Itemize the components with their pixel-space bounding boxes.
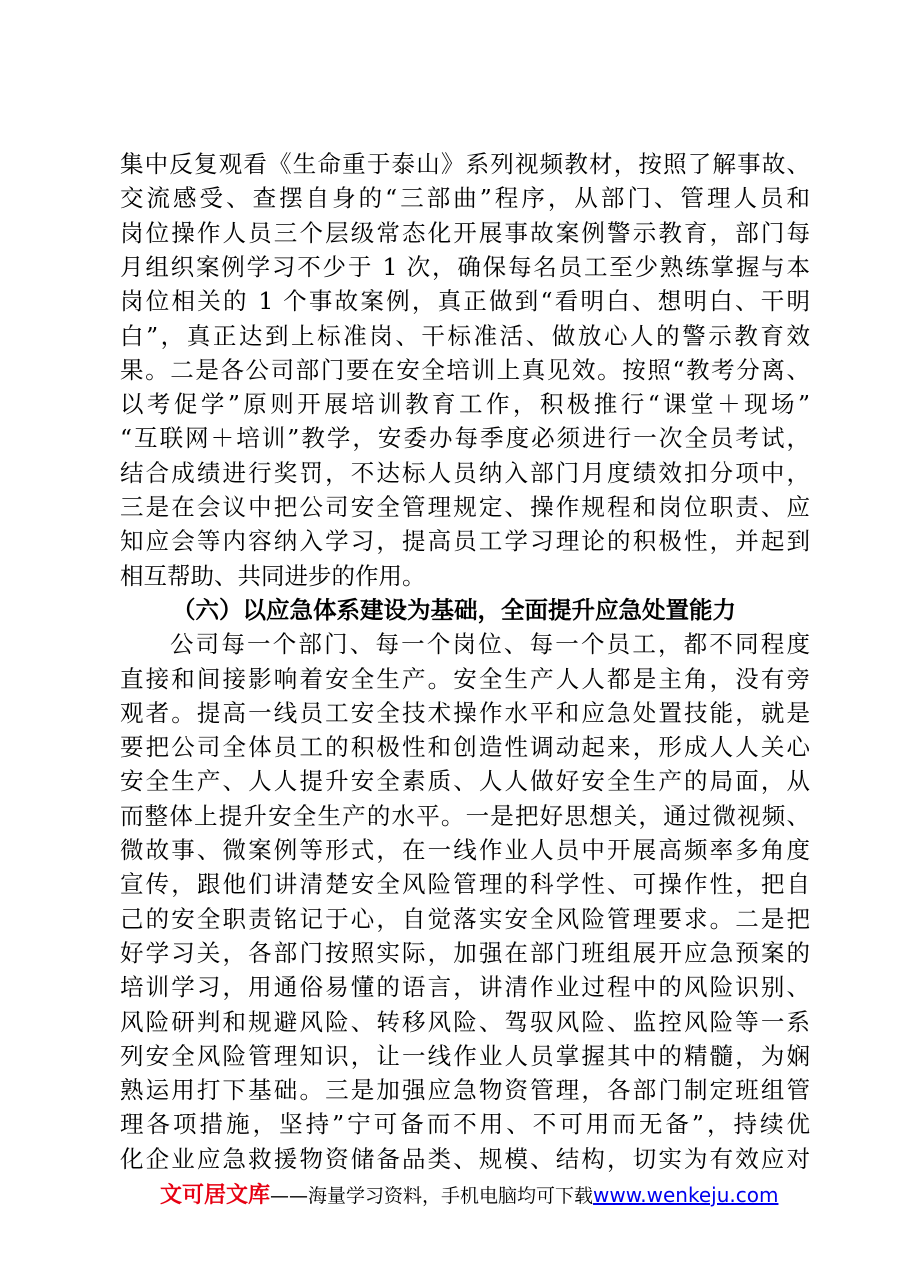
body-line: 白”，真正达到上标准岗、干标准活、做放心人的警示教育效 [120,321,810,350]
body-line: 要把公司全体员工的积极性和创造性调动起来，形成人人关心 [120,733,810,762]
body-line: 岗位操作人员三个层级常态化开展事故案例警示教育，部门每 [120,218,810,247]
body-line: 以考促学”原则开展培训教育工作，积极推行“课堂＋现场” [120,390,810,419]
body-line: 集中反复观看《生命重于泰山》系列视频教材，按照了解事故、 [120,150,810,178]
body-line: 观者。提高一线员工安全技术操作水平和应急处置技能，就是 [120,698,810,727]
body-line: 培训学习，用通俗易懂的语言，讲清作业过程中的风险识别、 [120,973,810,1002]
body-line: 知应会等内容纳入学习，提高员工学习理论的积极性，并起到 [120,527,810,556]
body-line: “互联网＋培训”教学，安委办每季度必须进行一次全员考试， [120,424,810,453]
body-line: 微故事、微案例等形式，在一线作业人员中开展高频率多角度 [120,836,810,864]
section-heading: （六）以应急体系建设为基础，全面提升应急处置能力 [172,595,736,624]
body-line: 公司每一个部门、每一个岗位、每一个员工，都不同程度 [170,630,810,659]
body-line: 岗位相关的 1 个事故案例，真正做到“看明白、想明白、干明 [120,287,810,316]
footer-link[interactable]: www.wenkeju.com [593,1183,779,1207]
footer-banner [160,1180,778,1210]
body-line: 好学习关，各部门按照实际，加强在部门班组展开应急预案的 [120,938,810,967]
body-line: 列安全风险管理知识，让一线作业人员掌握其中的精髓，为娴 [120,1041,810,1070]
body-line: 直接和间接影响着安全生产。安全生产人人都是主角，没有旁 [120,664,810,693]
body-line: 安全生产、人人提升安全素质、人人做好安全生产的局面，从 [120,767,810,796]
body-line: 熟运用打下基础。三是加强应急物资管理，各部门制定班组管 [120,1076,810,1105]
body-line: 理各项措施，坚持”宁可备而不用、不可用而无备”，持续优 [120,1110,810,1139]
body-line: 己的安全职责铭记于心，自觉落实安全风险管理要求。二是把 [120,904,810,933]
body-line: 风险研判和规避风险、转移风险、驾驭风险、监控风险等一系 [120,1007,810,1036]
body-line: 结合成绩进行奖罚，不达标人员纳入部门月度绩效扣分项中， [120,458,810,487]
body-line: 果。二是各公司部门要在安全培训上真见效。按照“教考分离、 [120,355,810,384]
body-line: 三是在会议中把公司安全管理规定、操作规程和岗位职责、应 [120,493,810,521]
body-line: 交流感受、查摆自身的“三部曲”程序，从部门、管理人员和 [120,184,810,213]
body-line: 化企业应急救援物资储备品类、规模、结构，切实为有效应对 [120,1144,810,1173]
footer-brand: 文可居文库 [160,1183,271,1208]
body-line: 而整体上提升安全生产的水平。一是把好思想关，通过微视频、 [120,801,810,830]
body-line: 相互帮助、共同进步的作用。 [120,561,426,590]
body-line: 月组织案例学习不少于 1 次，确保每名员工至少熟练掌握与本 [120,252,810,281]
footer-description: ——海量学习资料，手机电脑均可下载 [270,1185,594,1207]
body-line: 宣传，跟他们讲清楚安全风险管理的科学性、可操作性，把自 [120,870,810,899]
